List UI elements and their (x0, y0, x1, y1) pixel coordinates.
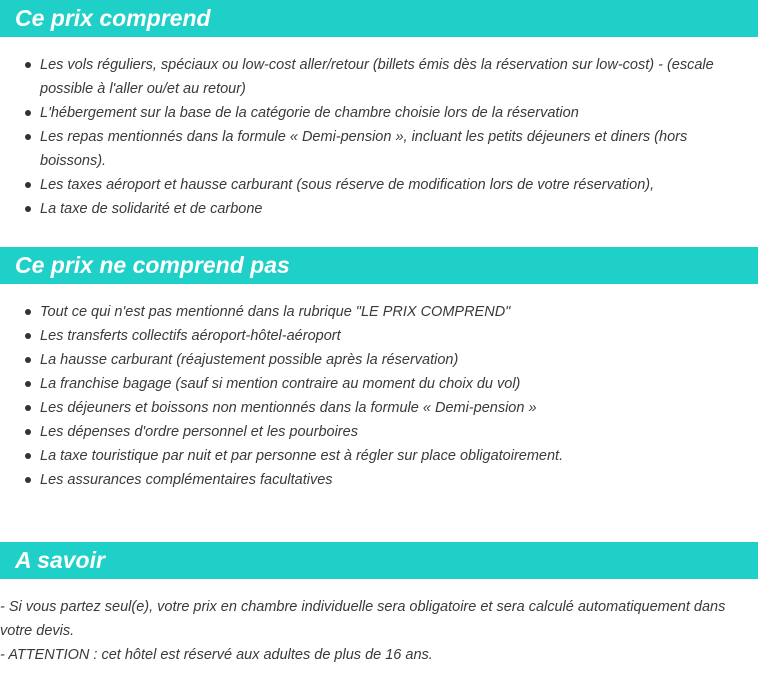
list-item-text: La franchise bagage (sauf si mention contraire au moment du choix du vol) (40, 376, 521, 392)
bullet-icon (25, 405, 31, 411)
bullet-icon (25, 182, 31, 188)
list-item-text: La taxe touristique par nuit et par personne est à régler sur place obligatoirement. (40, 448, 564, 464)
bullet-icon (25, 309, 31, 315)
section-header-included (0, 0, 758, 37)
list-item-text: Tout ce qui n'est pas mentionné dans la rubrique "LE PRIX COMPREND" (40, 304, 511, 320)
section-title-to-know: A savoir (15, 547, 105, 573)
note-paragraph: - Si vous partez seul(e), votre prix en chambre individuelle sera obligatoire et sera calculé automatiquement dans votre devis. (0, 599, 726, 639)
included-list (0, 53, 758, 221)
list-item (0, 396, 758, 420)
list-item-text: Les dépenses d'ordre personnel et les pourboires (40, 424, 358, 440)
section-header-not-included (0, 247, 758, 284)
bullet-icon (25, 381, 31, 387)
list-item-text: Les repas mentionnés dans la formule « Demi-pension », incluant les petits déjeuners et diners (hors boissons). (40, 129, 688, 169)
bullet-icon (25, 62, 31, 68)
list-item-text: La hausse carburant (réajustement possible après la réservation) (40, 352, 459, 368)
bullet-icon (25, 333, 31, 339)
section-title-included: Ce prix comprend (15, 5, 211, 31)
bullet-icon (25, 477, 31, 483)
section-title-not-included: Ce prix ne comprend pas (15, 252, 290, 278)
list-item-text: Les déjeuners et boissons non mentionnés dans la formule « Demi-pension » (40, 400, 537, 416)
list-item (0, 197, 758, 221)
list-item (0, 444, 758, 468)
bullet-icon (25, 134, 31, 140)
list-item (0, 173, 758, 197)
list-item-text: L'hébergement sur la base de la catégorie de chambre choisie lors de la réservation (40, 105, 579, 121)
to-know-notes (0, 595, 758, 667)
list-item (0, 300, 758, 324)
list-item-text: Les taxes aéroport et hausse carburant (sous réserve de modification lors de votre réservation), (40, 177, 655, 193)
list-item (0, 101, 758, 125)
list-item-text: Les transferts collectifs aéroport-hôtel-aéroport (40, 328, 341, 344)
bullet-icon (25, 357, 31, 363)
note-paragraph: - ATTENTION : cet hôtel est réservé aux adultes de plus de 16 ans. (0, 647, 433, 663)
not-included-list (0, 300, 758, 492)
list-item (0, 348, 758, 372)
list-item (0, 324, 758, 348)
bullet-icon (25, 110, 31, 116)
list-item (0, 125, 758, 173)
bullet-icon (25, 429, 31, 435)
list-item-text: La taxe de solidarité et de carbone (40, 201, 263, 217)
list-item (0, 53, 758, 101)
list-item (0, 420, 758, 444)
section-header-to-know (0, 542, 758, 579)
list-item (0, 372, 758, 396)
list-item-text: Les assurances complémentaires facultatives (40, 472, 333, 488)
bullet-icon (25, 206, 31, 212)
bullet-icon (25, 453, 31, 459)
list-item (0, 468, 758, 492)
list-item-text: Les vols réguliers, spéciaux ou low-cost aller/retour (billets émis dès la réservation sur low-cost) - (escale possible à l'aller ou/et au retour) (40, 57, 714, 97)
